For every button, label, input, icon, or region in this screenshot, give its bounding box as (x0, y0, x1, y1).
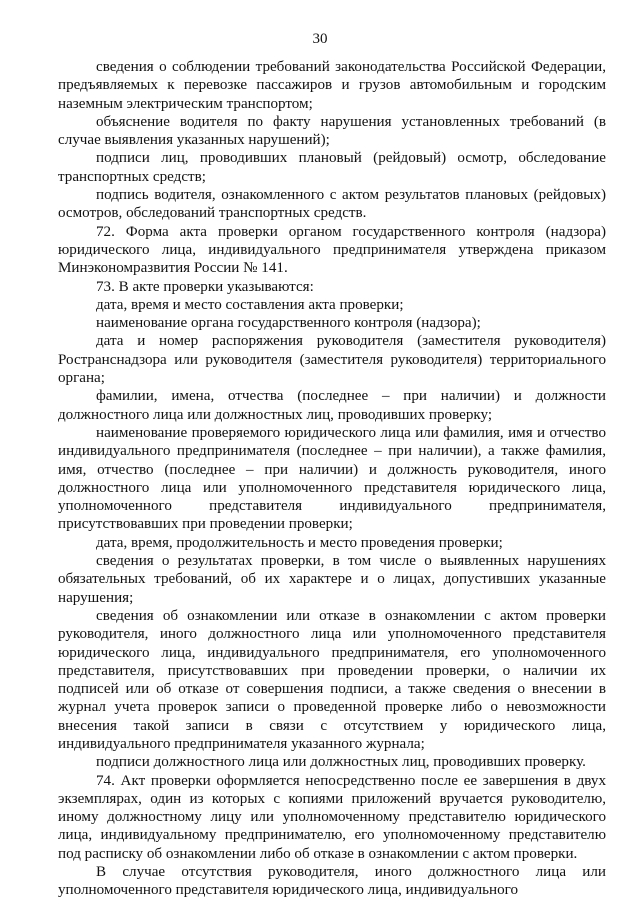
paragraph: подпись водителя, ознакомленного с актом результатов плановых (рейдовых) осмотров, обследований транспортных средств. (58, 187, 606, 222)
paragraph: 72. Форма акта проверки органом государственного контроля (надзора) юридического лица, индивидуального предпринимателя утверждена приказом Минэкономразвития России № 141. (58, 223, 606, 277)
paragraph: сведения о результатах проверки, в том числе о выявленных нарушениях обязательных требований, об их характере и о лицах, допустивших указанные нарушения; (58, 553, 606, 606)
paragraph: объяснение водителя по факту нарушения установленных требований (в случае выявления указанных нарушений); (58, 113, 606, 149)
document-body (58, 58, 606, 900)
paragraph: сведения об ознакомлении или отказе в ознакомлении с актом проверки руководителя, иного должностного лица или уполномоченного представителя юридического лица, индивидуального предпринимателя, его уполномоченного представителя, присутствовавших при проведении проверки, о наличии их подписей или об отказе от совершения подписи, а также сведения о внесении в журнал учета проверок записи о проведенной проверке либо о невозможности внесения такой записи в связи с отсутствием у юридического лица, индивидуального предпринимателя указанного журнала; (58, 607, 606, 752)
paragraph: дата, время, продолжительность и место проведения проверки; (96, 534, 503, 551)
paragraph: подписи лиц, проводивших плановый (рейдовый) осмотр, обследование транспортных средств; (58, 150, 606, 185)
paragraph: дата и номер распоряжения руководителя (заместителя руководителя) Ространснадзора или руководителя (заместителя руководителя) территориального органа; (58, 333, 606, 387)
paragraph: наименование органа государственного контроля (надзора); (96, 315, 481, 332)
paragraph: дата, время и место составления акта проверки; (96, 296, 404, 313)
paragraph: фамилии, имена, отчества (последнее – при наличии) и должности должностного лица или должностных лиц, проводивших проверку; (58, 388, 606, 423)
paragraph: наименование проверяемого юридического лица или фамилия, имя и отчество индивидуального предпринимателя (последнее – при наличии), а также фамилия, имя, отчество (последнее – при наличии) и должность руководителя, иного должностного лица или уполномоченного представителя юридического лица, уполномоченного представителя индивидуального предпринимателя, присутствовавших при проведении проверки; (58, 424, 606, 533)
page-number: 30 (312, 31, 328, 47)
paragraph: 74. Акт проверки оформляется непосредственно после ее завершения в двух экземплярах, один из которых с копиями приложений вручается руководителю, иному должностному лицу или уполномоченному представителю юридического лица, индивидуальному предпринимателю, его уполномоченному представителю под расписку об ознакомлении либо об отказе в ознакомлении с актом проверки. (58, 772, 606, 862)
paragraph: 73. В акте проверки указываются: (96, 278, 314, 295)
paragraph: подписи должностного лица или должностных лиц, проводивших проверку. (96, 754, 586, 771)
paragraph: В случае отсутствия руководителя, иного должностного лица или уполномоченного представителя юридического лица, индивидуального (58, 864, 606, 899)
paragraph: сведения о соблюдении требований законодательства Российской Федерации, предъявляемых к перевозке пассажиров и грузов автомобильным и городским наземным электрическим транспортом; (58, 59, 606, 112)
